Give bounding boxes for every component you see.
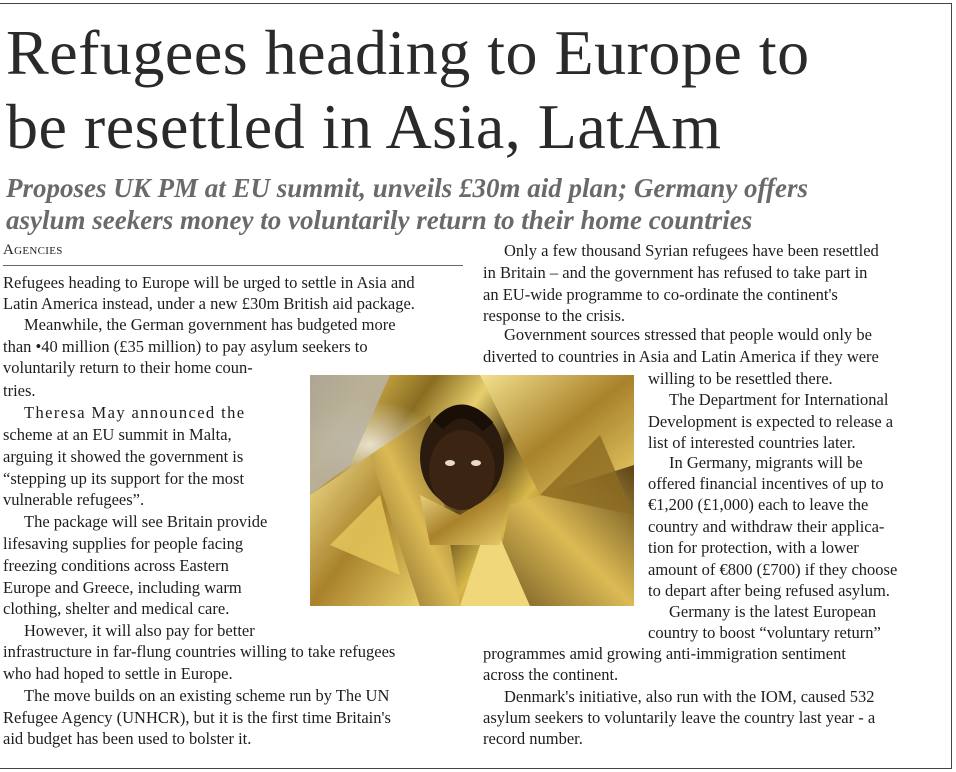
body-text-line: Government sources stressed that people would only be [504, 325, 872, 344]
body-text-line: offered financial incentives of up to [648, 474, 884, 493]
body-text-line: In Germany, migrants will be [669, 453, 863, 472]
body-text-line: record number. [483, 729, 583, 748]
body-text-line: who had hoped to settle in Europe. [3, 664, 233, 683]
body-text-line: voluntarily return to their home coun- [3, 358, 253, 377]
body-text-line: freezing conditions across Eastern [3, 556, 229, 575]
bottom-border [0, 768, 952, 769]
subheadline-line: asylum seekers money to voluntarily return to their home countries [6, 205, 753, 235]
body-text-line: willing to be resettled there. [648, 369, 833, 388]
body-text-line: scheme at an EU summit in Malta, [3, 425, 232, 444]
body-text-line: country and withdraw their applica- [648, 517, 885, 536]
body-text-line: Meanwhile, the German government has budgeted more [24, 315, 396, 334]
body-text-line: Theresa May announced the [24, 403, 246, 422]
body-text-line: in Britain – and the government has refused to take part in [483, 263, 868, 282]
body-text-line: The Department for International [669, 390, 889, 409]
body-text-line: to depart after being refused asylum. [648, 581, 890, 600]
body-text-line: asylum seekers to voluntarily leave the country last year - a [483, 708, 876, 727]
body-text-line: across the continent. [483, 665, 619, 684]
body-text-line: lifesaving supplies for people facing [3, 534, 244, 553]
body-text-line: €1,200 (£1,000) each to leave the [648, 495, 869, 514]
body-text-line: Germany is the latest European [669, 602, 877, 621]
body-text-line: tries. [3, 381, 36, 400]
subheadline-line: Proposes UK PM at EU summit, unveils £30m aid plan; Germany offers [6, 173, 809, 203]
article-photo [310, 375, 634, 606]
body-text-line: The package will see Britain provide [24, 512, 268, 531]
body-text-line: The move builds on an existing scheme run by The UN [24, 686, 390, 705]
body-text-line: tion for protection, with a lower [648, 538, 859, 557]
body-text-line: amount of €800 (£700) if they choose [648, 560, 898, 579]
body-text-line: diverted to countries in Asia and Latin America if they were [483, 347, 879, 366]
right-border [951, 3, 952, 769]
body-text-line: However, it will also pay for better [24, 621, 255, 640]
subheadline [6, 172, 950, 236]
body-text-line: arguing it showed the government is [3, 447, 244, 466]
byline-divider [3, 265, 463, 266]
refugee-photo-illustration [310, 375, 634, 606]
body-text-line: response to the crisis. [483, 306, 626, 325]
body-text-line: infrastructure in far-flung countries willing to take refugees [3, 642, 396, 661]
body-text-line: Denmark's initiative, also run with the IOM, caused 532 [504, 687, 875, 706]
headline-line: be resettled in Asia, LatAm [6, 91, 722, 162]
body-text-line: vulnerable refugees”. [3, 490, 145, 509]
body-text-line: than •40 million (£35 million) to pay asylum seekers to [3, 337, 368, 356]
body-text-line: clothing, shelter and medical care. [3, 599, 230, 618]
body-text-line: Refugees heading to Europe will be urged to settle in Asia and [3, 273, 415, 292]
body-text-line: Refugee Agency (UNHCR), but it is the first time Britain's [3, 708, 391, 727]
byline: Agencies [3, 242, 63, 258]
body-text-line: country to boost “voluntary return” [648, 623, 881, 642]
body-text-line: Only a few thousand Syrian refugees have been resettled [504, 241, 879, 260]
body-text-line: an EU-wide programme to co-ordinate the continent's [483, 285, 838, 304]
body-text-line: list of interested countries later. [648, 433, 856, 452]
body-text-line: Development is expected to release a [648, 412, 894, 431]
headline-line: Refugees heading to Europe to [6, 17, 810, 88]
headline [6, 16, 946, 164]
top-border [0, 3, 952, 4]
body-text-line: Europe and Greece, including warm [3, 578, 242, 597]
body-text-line: programmes amid growing anti-immigration sentiment [483, 644, 846, 663]
body-text-line: aid budget has been used to bolster it. [3, 729, 252, 748]
body-text-line: Latin America instead, under a new £30m British aid package. [3, 294, 415, 313]
body-text-line: “stepping up its support for the most [3, 469, 245, 488]
